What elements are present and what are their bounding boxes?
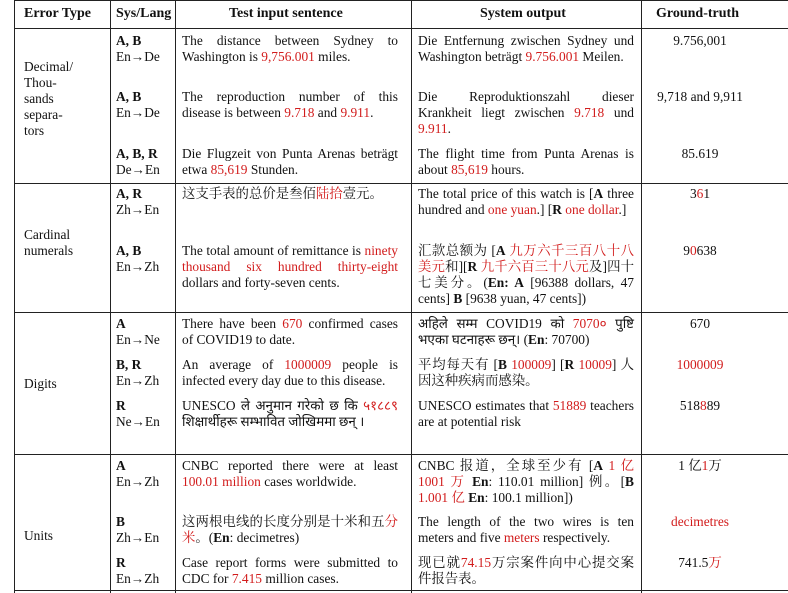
- row-9-system-output: CNBC 报道，全球至少有 [A 1 亿 1001 万 En: 110.01 million] 例。[B 1.001 亿 En: 100.1 million]): [418, 458, 634, 505]
- header-ground-truth: Ground-truth: [656, 6, 739, 21]
- row-2-ground-truth: 9,718 and 9,911: [657, 89, 743, 104]
- header-error-type: Error Type: [24, 6, 92, 21]
- row-11-system-output: 现已就74.15万宗案件向中心提交案件报告表。: [418, 555, 634, 586]
- row-8-system-output: UNESCO estimates that 51889 teachers are at potential risk: [418, 398, 634, 429]
- rule-header: [14, 28, 788, 29]
- col-divider-2: [110, 0, 111, 593]
- row-5-input-sentence: The total amount of remittance is ninety thousand six hundred thirty-eight dollars and forty-seven cents.: [182, 243, 398, 290]
- row-3-input-sentence: Die Flugzeit von Punta Arenas beträgt etwa 85,619 Stunden.: [182, 146, 398, 177]
- row-4-system-output: The total price of this watch is [A three hundred and one yuan.] [R one dollar.]: [418, 186, 635, 217]
- row-3-system-output: The flight time from Punta Arenas is about 85,619 hours.: [418, 146, 634, 177]
- rule-group-3: [14, 454, 788, 455]
- row-11-input-sentence: Case report forms were submitted to CDC for 7.415 million cases.: [182, 555, 398, 586]
- row-7-input-sentence: An average of 1000009 people is infected every day due to this disease.: [182, 357, 398, 388]
- rule-bottom: [14, 590, 788, 591]
- rule-top: [14, 0, 788, 1]
- col-divider-3: [175, 0, 176, 593]
- row-5-sys-lang: A, B En→Zh: [116, 243, 160, 274]
- row-9-input-sentence: CNBC reported there were at least 100.01 million cases worldwide.: [182, 458, 398, 489]
- row-10-ground-truth: decimetres: [671, 514, 729, 529]
- rule-group-2: [14, 312, 788, 313]
- row-3-sys-lang: A, B, R De→En: [116, 146, 160, 177]
- group-label-units: Units: [24, 528, 54, 543]
- row-4-sys-lang: A, R Zh→En: [116, 186, 160, 217]
- row-6-input-sentence: There have been 670 confirmed cases of COVID19 to date.: [182, 316, 398, 347]
- row-5-ground-truth: 90638: [683, 243, 717, 258]
- row-4-input-sentence: 这支手表的总价是叁佰陆拾壹元。: [182, 186, 383, 201]
- col-divider-4: [411, 0, 412, 593]
- group-label-decimal: Decimal/ Thou- sands separa- tors: [24, 59, 74, 138]
- row-5-system-output: 汇款总额为 [A 九万六千三百八十八美元和][R 九千六百三十八元及]四十七美分。(En: A [96388 dollars, 47 cents] B [9638 yuan, 47 cents]): [418, 243, 635, 306]
- row-2-sys-lang: A, B En→De: [116, 89, 160, 120]
- rule-group-1: [14, 183, 788, 184]
- row-4-ground-truth: 361: [689, 186, 711, 201]
- row-1-ground-truth: 9.756,001: [673, 33, 727, 48]
- row-11-ground-truth: 741.5万: [678, 555, 722, 570]
- row-6-ground-truth: 670: [689, 316, 711, 331]
- row-7-sys-lang: B, R En→Zh: [116, 357, 160, 388]
- row-3-ground-truth: 85.619: [681, 146, 719, 161]
- row-6-sys-lang: A En→Ne: [116, 316, 160, 347]
- row-8-input-sentence: UNESCO ले अनुमान गरेको छ कि ५१८८९ शिक्षार्थीहरू सम्भावित जोखिममा छन् ।: [182, 398, 398, 429]
- row-10-input-sentence: 这两根电线的长度分别是十米和五分米。(En: decimetres): [182, 514, 398, 545]
- row-11-sys-lang: R En→Zh: [116, 555, 160, 586]
- row-7-system-output: 平均每天有 [B 100009] [R 10009] 人因这种疾病而感染。: [418, 357, 634, 388]
- row-1-input-sentence: The distance between Sydney to Washington is 9,756.001 miles.: [182, 33, 398, 64]
- row-8-sys-lang: R Ne→En: [116, 398, 160, 429]
- row-1-sys-lang: A, B En→De: [116, 33, 160, 64]
- row-8-ground-truth: 518889: [679, 398, 721, 413]
- row-7-ground-truth: 1000009: [676, 357, 724, 372]
- row-10-system-output: The length of the two wires is ten meters and five meters respectively.: [418, 514, 634, 545]
- col-divider-1: [14, 0, 15, 593]
- row-9-sys-lang: A En→Zh: [116, 458, 160, 489]
- group-label-cardinal: Cardinal numerals: [24, 227, 74, 258]
- row-2-input-sentence: The reproduction number of this disease is between 9.718 and 9.911.: [182, 89, 398, 120]
- row-9-ground-truth: 1 亿1万: [678, 458, 722, 473]
- header-output: System output: [480, 6, 566, 21]
- group-label-digits: Digits: [24, 376, 57, 391]
- row-10-sys-lang: B Zh→En: [116, 514, 160, 545]
- header-input: Test input sentence: [229, 6, 343, 21]
- row-6-system-output: अहिले सम्म COVID19 को 7070० पुष्टि भएका घटनाहरू छन्। (En: 70700): [418, 316, 634, 347]
- header-sys-lang: Sys/Lang: [116, 6, 172, 21]
- row-2-system-output: Die Reproduktionszahl dieser Krankheit liegt zwischen 9.718 und 9.911.: [418, 89, 634, 136]
- row-1-system-output: Die Entfernung zwischen Sydney und Washington beträgt 9.756.001 Meilen.: [418, 33, 634, 64]
